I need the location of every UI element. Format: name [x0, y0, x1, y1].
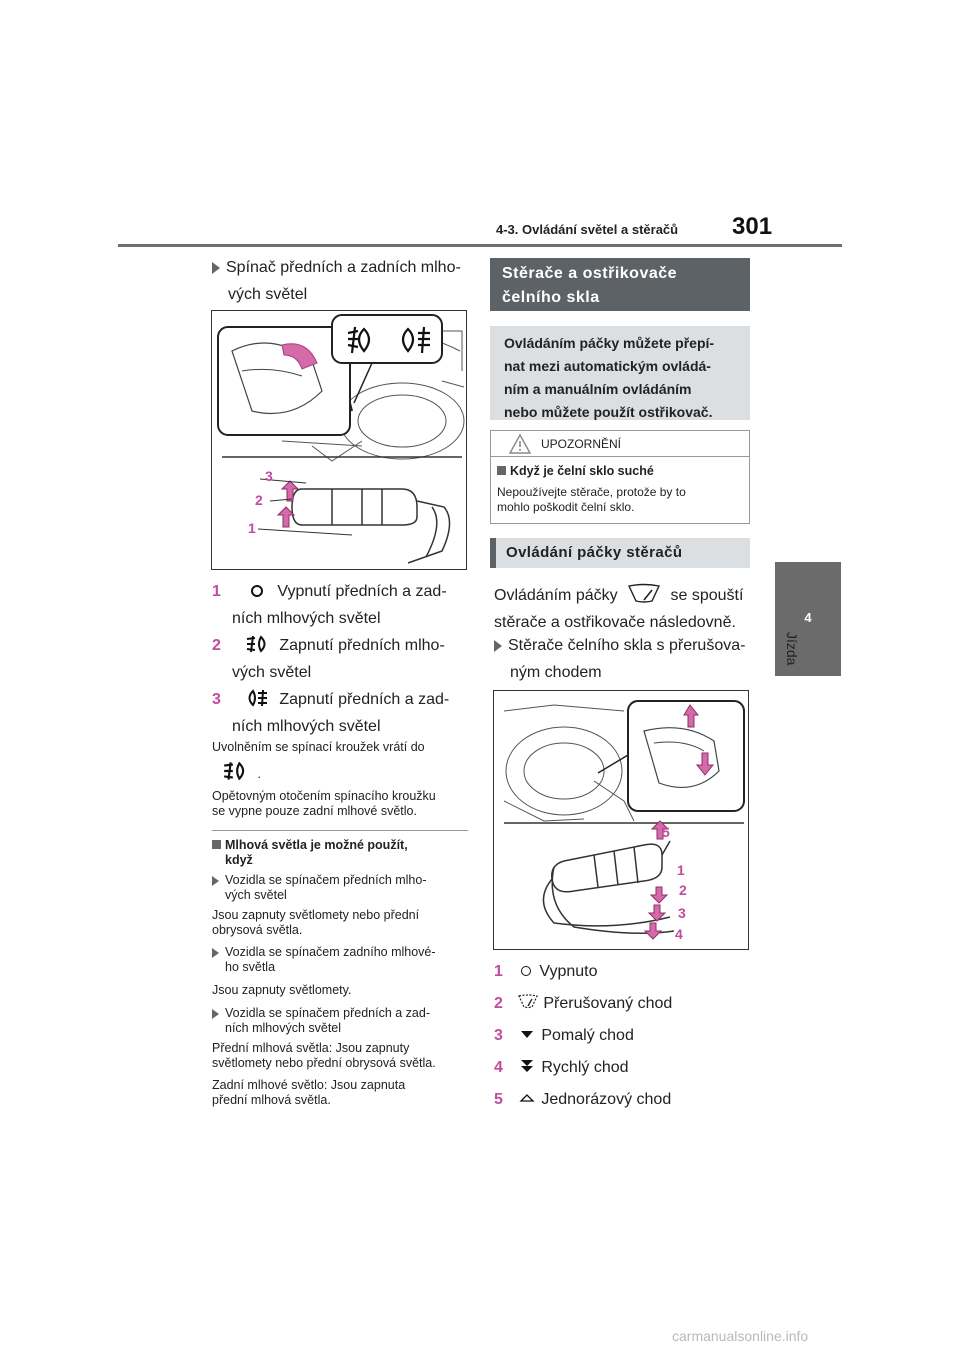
wiper-mode-3: 3 Pomalý chod: [494, 1027, 634, 1044]
off-icon: [521, 966, 531, 976]
fog-condition-2: Vozidla se spínačem zadního mlhové- ho světla: [212, 945, 436, 975]
watermark: carmanualsonline.info: [672, 1328, 809, 1344]
fig2-label-1: 1: [677, 862, 685, 878]
front-fog-icon: [222, 760, 248, 782]
wiper-heading: Stěrače čelního skla s přerušova- ným chodem: [494, 632, 745, 686]
fog-conditions-heading: Mlhová světla je možné použít, když: [212, 838, 408, 868]
fast-icon: [519, 1058, 535, 1074]
fig2-label-4: 4: [675, 926, 683, 942]
bullet-triangle-icon: [212, 876, 219, 886]
fig2-label-2: 2: [679, 882, 687, 898]
fog-condition-1-text: Jsou zapnuty světlomety nebo přední obrysová světla.: [212, 908, 420, 937]
bullet-triangle-icon: [212, 1009, 219, 1019]
warning-icon: [509, 434, 531, 454]
wiper-op-text: Ovládáním páčky se spouští stěrače a ostřikovače následovně.: [494, 582, 764, 636]
wiper-icon: [626, 583, 662, 605]
fog-switch-heading: Spínač předních a zadních mlho- vých světel: [212, 254, 461, 308]
fog-condition-2-text: Jsou zapnuty světlomety.: [212, 983, 352, 997]
bullet-triangle-icon: [212, 262, 220, 274]
fog-condition-1: Vozidla se spínačem předních mlho- vých světel: [212, 873, 427, 903]
front-fog-icon: [245, 634, 269, 654]
wipers-section-title: Stěrače a ostřikovače čelního skla: [490, 258, 750, 311]
header-rule: [118, 244, 842, 247]
caution-text: Nepoužívejte stěrače, protože by to mohlo poškodit čelní sklo.: [497, 485, 686, 514]
page-number: 301: [732, 213, 773, 240]
fog-item-2: 2 Zapnutí předních mlho- vých světel: [212, 632, 472, 686]
fog-condition-3-text-a: Přední mlhová světla: Jsou zapnuty světlomety nebo přední obrysová světla.: [212, 1041, 436, 1070]
wiper-lever-figure: [493, 690, 749, 950]
section-header: 4-3. Ovládání světel a stěračů: [496, 222, 679, 237]
intermittent-icon: [517, 994, 539, 1010]
wipers-intro: Ovládáním páčky můžete přepí- nat mezi automatickým ovládá- ním a manuálním ovládáním nebo můžete použít ostřikovač.: [490, 326, 750, 420]
note-release: Uvolněním se spínací kroužek vrátí do: [212, 740, 425, 754]
caution-heading: Když je čelní sklo suché: [497, 464, 654, 479]
bullet-triangle-icon: [212, 948, 219, 958]
wiper-mode-2: 2 Přerušovaný chod: [494, 995, 673, 1012]
chapter-name: Jízda: [784, 632, 800, 666]
bullet-triangle-icon: [494, 640, 502, 652]
fog-condition-3: Vozidla se spínačem předních a zad- ních mlhových světel: [212, 1006, 430, 1036]
fog-item-3: 3 Zapnutí předních a zad- ních mlhových světel: [212, 686, 472, 740]
wiper-lever-section-title: Ovládání páčky stěračů: [490, 538, 750, 568]
mist-icon: [519, 1091, 535, 1105]
note-rear-fog: Opětovným otočením spínacího kroužku se vypne pouze zadní mlhové světlo.: [212, 789, 436, 818]
rear-fog-icon: [245, 688, 269, 708]
fog-item-1: 1 Vypnutí předních a zad- ních mlhových světel: [212, 583, 447, 627]
note-release-icon-line: .: [222, 760, 261, 782]
wiper-mode-5: 5 Jednorázový chod: [494, 1091, 672, 1108]
slow-icon: [521, 1031, 533, 1038]
fig2-label-3: 3: [678, 905, 686, 921]
caution-header: UPOZORNĚNÍ: [491, 431, 749, 457]
wiper-mode-1: 1 Vypnuto: [494, 963, 598, 980]
chapter-number: 4: [804, 610, 812, 625]
fog-off-icon: [251, 585, 263, 597]
fig1-label-1: 1: [248, 520, 256, 536]
fig1-label-3: 3: [265, 468, 273, 484]
fig1-label-2: 2: [255, 492, 263, 508]
fig2-label-5: 5: [662, 824, 670, 840]
wiper-lever-illustration: [494, 691, 750, 951]
caution-box: [490, 430, 750, 524]
divider: [212, 830, 468, 831]
fog-condition-3-text-b: Zadní mlhové světlo: Jsou zapnuta přední mlhová světla.: [212, 1078, 406, 1107]
wiper-mode-4: 4 Rychlý chod: [494, 1059, 629, 1076]
square-bullet-icon: [497, 466, 506, 475]
square-bullet-icon: [212, 840, 221, 849]
